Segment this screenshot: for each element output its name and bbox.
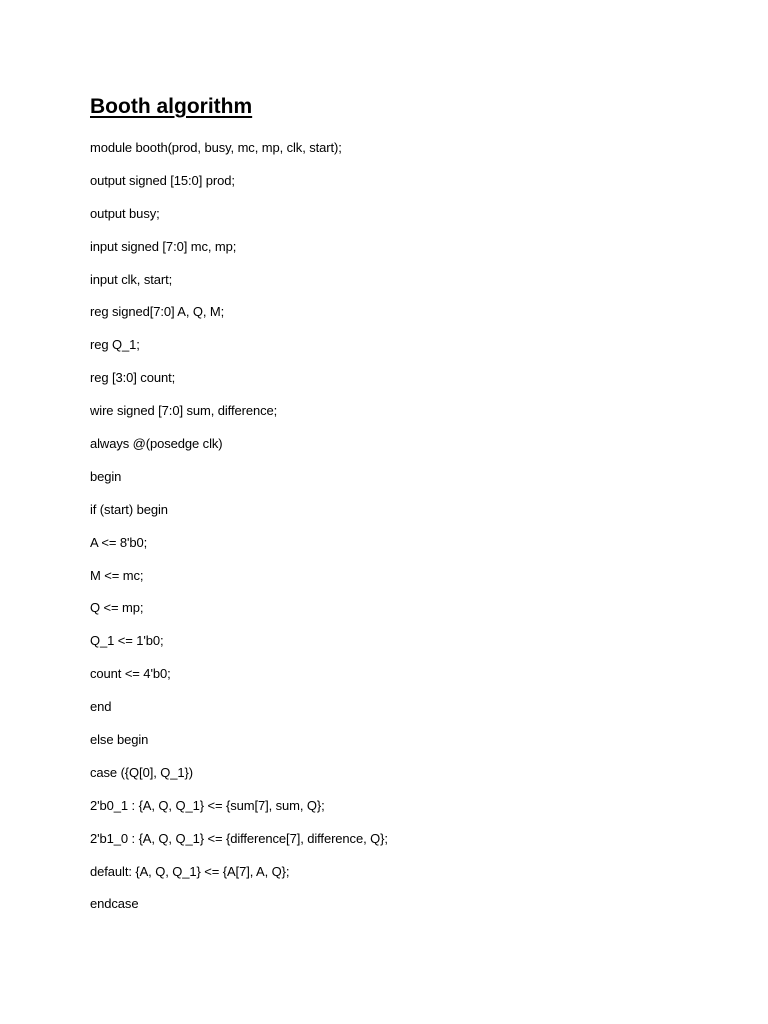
code-line: 2'b0_1 : {A, Q, Q_1} <= {sum[7], sum, Q}; (90, 797, 325, 813)
code-line: reg Q_1; (90, 337, 140, 353)
code-line: end (90, 699, 112, 715)
code-line: output signed [15:0] prod; (90, 172, 235, 188)
code-line: else begin (90, 732, 149, 748)
code-listing (90, 139, 388, 928)
document-title: Booth algorithm (90, 95, 253, 118)
code-line: endcase (90, 896, 139, 912)
code-line: wire signed [7:0] sum, difference; (90, 403, 278, 419)
code-line: Q_1 <= 1'b0; (90, 633, 164, 649)
code-line: 2'b1_0 : {A, Q, Q_1} <= {difference[7], difference, Q}; (90, 830, 388, 846)
code-line: M <= mc; (90, 567, 144, 583)
code-line: begin (90, 468, 122, 484)
code-line: if (start) begin (90, 501, 168, 517)
code-line: always @(posedge clk) (90, 436, 223, 452)
code-line: Q <= mp; (90, 600, 144, 616)
code-line: reg signed[7:0] A, Q, M; (90, 304, 225, 320)
code-line: count <= 4'b0; (90, 666, 171, 682)
code-line: input clk, start; (90, 271, 173, 287)
code-line: case ({Q[0], Q_1}) (90, 764, 193, 780)
code-line: default: {A, Q, Q_1} <= {A[7], A, Q}; (90, 863, 290, 879)
code-line: reg [3:0] count; (90, 370, 176, 386)
code-line: A <= 8'b0; (90, 534, 148, 550)
code-line: output busy; (90, 205, 160, 221)
code-line: input signed [7:0] mc, mp; (90, 238, 237, 254)
code-line: module booth(prod, busy, mc, mp, clk, start); (90, 140, 342, 155)
